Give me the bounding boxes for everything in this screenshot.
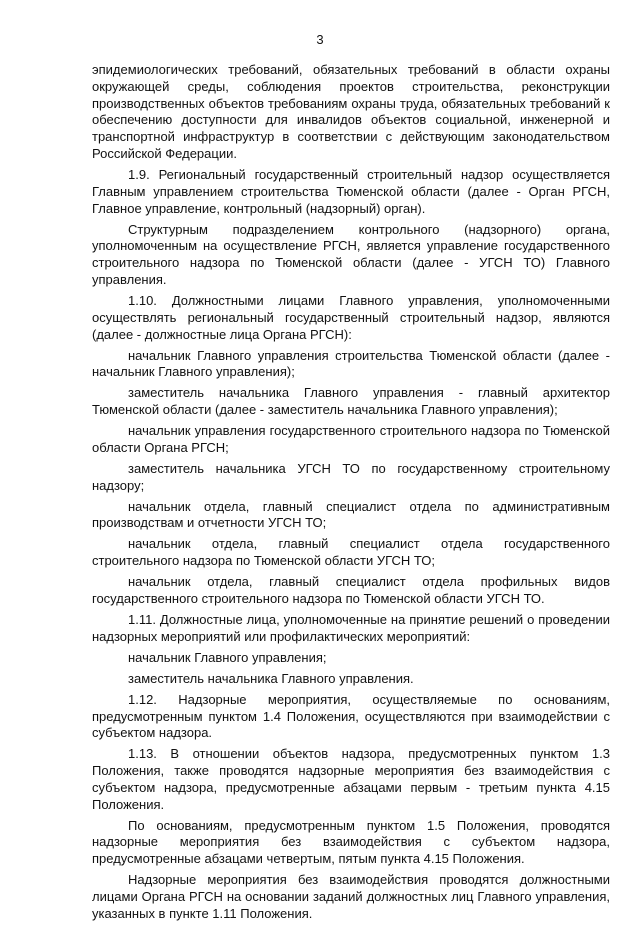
paragraph-11: начальник отдела, главный специалист отдела профильных видов государственного строительного надзора по Тюменской области УГСН ТО.	[92, 574, 610, 606]
paragraph-12: 1.11. Должностные лица, уполномоченные на принятие решений о проведении надзорных мероприятий или профилактических мероприятий:	[92, 611, 610, 644]
paragraph-7: начальник управления государственного строительного надзора по Тюменской области Органа РГСН;	[92, 423, 610, 455]
paragraph-9: начальник отдела, главный специалист отдела по административным производствам и отчетности УГСН ТО;	[92, 498, 610, 531]
paragraph-17: По основаниям, предусмотренным пунктом 1.5 Положения, проводятся надзорные мероприятия без взаимодействия с субъектом надзора, предусмотренные абзацами четвертым, пятым пункта 4.15 Положения.	[92, 817, 610, 867]
paragraph-14: заместитель начальника Главного управления.	[128, 670, 414, 686]
document-body	[92, 62, 610, 927]
paragraph-1: эпидемиологических требований, обязательных требований в области охраны окружающей среды, соблюдения проектов строительства, реконструкции производственных объектов требованиям охраны труда, обязательных требований к обеспечению доступности для инвалидов объектов социальной, инженерной и транспортной инфраструктур в соответствии с действующим законодательством Российской Федерации.	[92, 62, 610, 161]
paragraph-16: 1.13. В отношении объектов надзора, предусмотренных пунктом 1.3 Положения, также проводятся надзорные мероприятия без взаимодействия с субъектом надзора, предусмотренные абзацами первым - третьим пункта 4.15 Положения.	[92, 746, 610, 812]
paragraph-4: 1.10. Должностными лицами Главного управления, уполномоченными осуществлять региональный государственный строительный надзор, являются (далее - должностные лица Органа РГСН):	[92, 292, 610, 342]
paragraph-18: Надзорные мероприятия без взаимодействия проводятся должностными лицами Органа РГСН на основании заданий должностных лиц Главного управления, указанных в пункте 1.11 Положения.	[92, 872, 610, 921]
paragraph-2: 1.9. Региональный государственный строительный надзор осуществляется Главным управлением строительства Тюменской области (далее - Орган РГСН, Главное управление, контрольный (надзорный) орган).	[92, 166, 610, 216]
paragraph-5: начальник Главного управления строительства Тюменской области (далее - начальник Главного управления);	[92, 347, 610, 380]
paragraph-6: заместитель начальника Главного управления - главный архитектор Тюменской области (далее - заместитель начальника Главного управления);	[92, 385, 610, 418]
paragraph-10: начальник отдела, главный специалист отдела государственного строительного надзора по Тюменской области УГСН ТО;	[92, 536, 610, 569]
paragraph-15: 1.12. Надзорные мероприятия, осуществляемые по основаниям, предусмотренным пунктом 1.4 Положения, осуществляются при взаимодействии с субъектом надзора.	[92, 691, 610, 741]
paragraph-13: начальник Главного управления;	[128, 649, 327, 665]
paragraph-3: Структурным подразделением контрольного (надзорного) органа, уполномоченным на осуществление РГСН, является управление государственного строительного надзора по Тюменской области (далее - УГСН ТО) Главного управления.	[92, 221, 610, 287]
paragraph-8: заместитель начальника УГСН ТО по государственному строительному надзору;	[92, 460, 610, 493]
page-number: 3	[316, 32, 324, 47]
